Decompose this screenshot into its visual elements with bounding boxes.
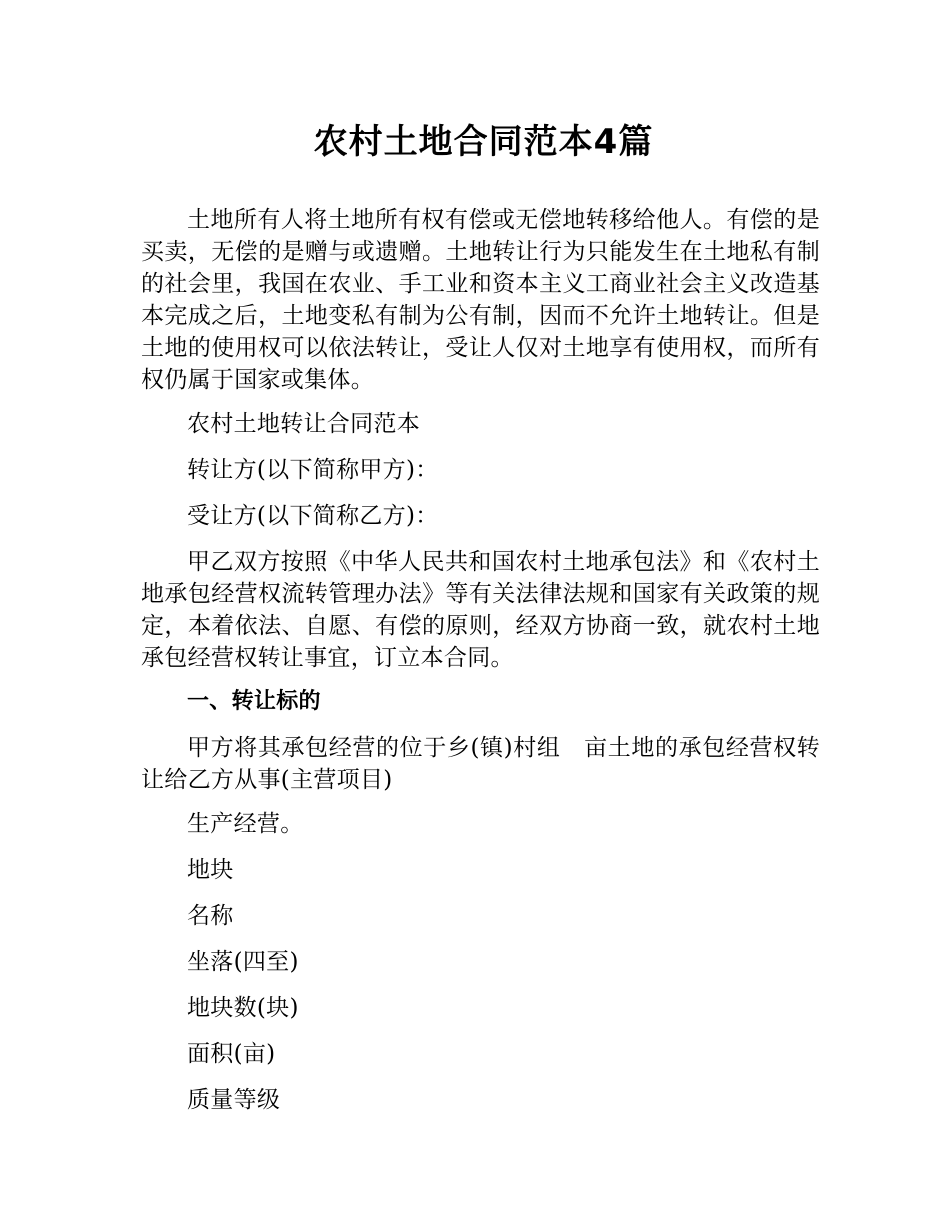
transfer-subject-paragraph: 甲方将其承包经营的位于乡(镇)村组 亩土地的承包经营权转让给乙方从事(主营项目) [141,735,820,793]
section-heading: 一、转让标的 [187,689,321,714]
preamble-paragraph: 甲乙双方按照《中华人民共和国农村土地承包法》和《农村土地承包经营权流转管理办法》等有关法律法规和国家有关政策的规定，本着依法、自愿、有偿的原则，经双方协商一致，就农村土地承包经营权转让事宜，订立本合同。 [141,549,820,671]
intro-paragraph: 土地所有人将土地所有权有偿或无偿地转移给他人。有偿的是买卖，无偿的是赠与或遗赠。土地转让行为只能发生在土地私有制的社会里，我国在农业、手工业和资本主义工商业社会主义改造基本完成之后，土地变私有制为公有制，因而不允许土地转让。但是土地的使用权可以依法转让，受让人仅对土地享有使用权，而所有权仍属于国家或集体。 [141,207,820,393]
transferor-line: 转让方(以下简称甲方)： [187,457,439,483]
document-body [141,204,820,1116]
field-plot: 地块 [187,857,234,883]
field-quality-grade: 质量等级 [187,1087,281,1113]
transferee-line: 受让方(以下简称乙方)： [187,503,439,529]
field-name: 名称 [187,903,234,929]
field-area: 面积(亩) [187,1041,276,1067]
document-title: 农村土地合同范本4篇 [313,122,654,162]
production-line: 生产经营。 [187,811,304,837]
field-plot-count: 地块数(块) [187,995,299,1021]
contract-title-line: 农村土地转让合同范本 [187,411,420,437]
field-location: 坐落(四至) [187,949,299,975]
